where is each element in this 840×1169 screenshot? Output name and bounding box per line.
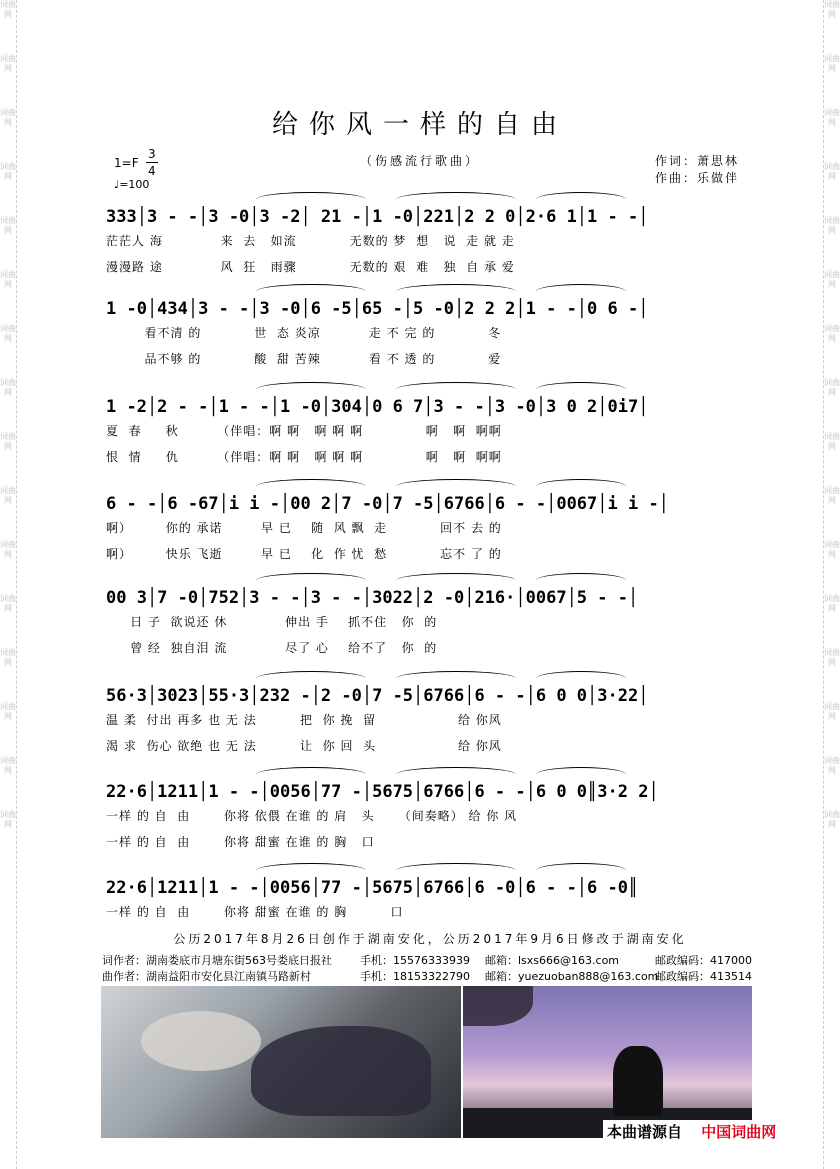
slur-arc [256,382,366,397]
photo-clothing-shape [251,1026,431,1116]
watermark-text: 词曲网 [0,648,16,667]
lyricist-email: 邮箱：lsxs666@163.com [485,954,620,967]
slur-arc [396,767,516,782]
source-banner[interactable] [603,1120,808,1144]
watermark-text: 词曲网 [824,432,840,451]
watermark-text: 词曲网 [0,432,16,451]
watermark-text: 词曲网 [0,54,16,73]
watermark-text: 词曲网 [824,648,840,667]
slur-arc [536,671,626,686]
lyric-line-verse1: 温 柔 付出 再多 也 无 法 把 你 挽 留 给 你风 [106,713,502,727]
slur-arc [396,863,516,878]
meter-bottom: 4 [148,164,156,178]
left-watermark-strip [0,0,17,1169]
watermark-text: 词曲网 [824,810,840,829]
watermark-text: 词曲网 [824,324,840,343]
slur-arc [536,192,626,207]
slur-arc [256,284,366,299]
lyric-line-verse2: 啊） 快乐 飞逝 早 已 化 作 忧 愁 忘不 了 的 [106,547,502,561]
lyric-line-verse2: 一样 的 自 由 你将 甜蜜 在谁 的 胸 口 [106,835,375,849]
slur-arc [396,382,516,397]
watermark-text: 词曲网 [824,0,840,19]
slur-arc [396,573,516,588]
lyricist-address: 词作者：湖南娄底市月塘东街563号娄底日报社 [102,954,332,967]
slur-arc [396,192,516,207]
watermark-text: 词曲网 [824,540,840,559]
slur-arc [536,382,626,397]
slur-arc [256,671,366,686]
watermark-text: 词曲网 [0,486,16,505]
watermark-text: 词曲网 [824,54,840,73]
lyric-line-verse2: 品不够 的 酸 甜 苦辣 看 不 透 的 爱 [106,352,502,366]
slur-arc [396,284,516,299]
photo-reclining-person [101,986,461,1138]
composer-email: 邮箱：yuezuoban888@163.com [485,970,659,983]
lyric-line-verse1: 一样 的 自 由 你将 依偎 在谁 的 肩 头 （间奏略） 给 你 风 [106,809,518,823]
slur-arc [256,767,366,782]
lyric-line-verse2: 曾 经 独自泪 流 尽了 心 给不了 你 的 [106,641,438,655]
watermark-text: 词曲网 [824,486,840,505]
slur-arc [396,671,516,686]
slur-arc [536,863,626,878]
watermark-text: 词曲网 [824,108,840,127]
slur-arc [256,863,366,878]
source-label: 本曲谱源自 [607,1123,683,1141]
slur-arc [256,573,366,588]
lyric-line-verse1: 日 子 欲说还 休 伸出 手 抓不住 你 的 [106,615,438,629]
watermark-text: 词曲网 [824,756,840,775]
watermark-text: 词曲网 [824,702,840,721]
tempo-marking: ♩=100 [114,178,150,191]
photo-silhouette-shape [613,1046,663,1116]
watermark-text: 词曲网 [0,270,16,289]
lyric-line-verse1: 茫茫人 海 来 去 如流 无数的 梦 想 说 走 就 走 [106,234,515,248]
notation-line: 6 - -│6 -67│i i -│00 2│7 -0│7 -5│6766│6 - -│0067│i i -│ [106,494,669,514]
date-line: 公历2017年8月26日创作于湖南安化，公历2017年9月6日修改于湖南安化 [173,932,687,946]
lyric-line-verse1: 夏 春 秋 （伴唱：啊 啊 啊 啊 啊 啊 啊 啊啊 [106,424,502,438]
slur-arc [256,479,366,494]
lyric-line-verse1: 看不清 的 世 态 炎凉 走 不 完 的 冬 [106,326,502,340]
song-title: 给你风一样的自由 [271,110,568,140]
notation-line: 1 -2│2 - -│1 - -│1 -0│304│0 6 7│3 - -│3 -0│3 0 2│0i7│ [106,397,649,417]
watermark-text: 词曲网 [824,216,840,235]
composer-address: 曲作者：湖南益阳市安化县江南镇马路新村 [102,970,311,983]
song-subtitle: （伤感流行歌曲） [359,154,480,168]
watermark-text: 词曲网 [824,594,840,613]
slur-arc [256,192,366,207]
lyricist-postcode: 邮政编码：417000 [655,954,752,967]
lyric-line-verse2: 恨 情 仇 （伴唱：啊 啊 啊 啊 啊 啊 啊 啊啊 [106,450,502,464]
notation-line: 22·6│1211│1 - -│0056│77 -│5675│6766│6 - -│6 0 0║3·2 2│ [106,782,659,802]
composer-phone: 手机：18153322790 [360,970,470,983]
watermark-text: 词曲网 [0,162,16,181]
watermark-text: 词曲网 [824,270,840,289]
composer-credit: 作曲：乐做伴 [655,171,740,185]
watermark-text: 词曲网 [0,756,16,775]
slur-arc [536,284,626,299]
slur-arc [536,767,626,782]
lyric-line-verse2: 漫漫路 途 风 狂 雨骤 无数的 艰 难 独 自 承 爱 [106,260,515,274]
composer-postcode: 邮政编码：413514 [655,970,752,983]
slur-arc [536,573,626,588]
lyric-line-verse2: 渴 求 伤心 欲绝 也 无 法 让 你 回 头 给 你风 [106,739,502,753]
notation-line: 1 -0│434│3 - -│3 -0│6 -5│65 -│5 -0│2 2 2│1 - -│0 6 -│ [106,299,649,319]
photo-sunset-silhouette [463,986,752,1138]
lyricist-credit: 作词：萧思林 [655,154,740,168]
lyricist-phone: 手机：15576333939 [360,954,470,967]
watermark-text: 词曲网 [824,378,840,397]
watermark-text: 词曲网 [824,162,840,181]
notation-line: 00 3│7 -0│752│3 - -│3 - -│3022│2 -0│216·│0067│5 - -│ [106,588,639,608]
right-watermark-strip [823,0,840,1169]
watermark-text: 词曲网 [0,810,16,829]
time-signature [146,146,158,179]
watermark-text: 词曲网 [0,216,16,235]
watermark-text: 词曲网 [0,540,16,559]
watermark-text: 词曲网 [0,108,16,127]
lyric-line-verse1: 啊） 你的 承诺 早 已 随 风 飘 走 回不 去 的 [106,521,502,535]
key-signature: 1=F [114,156,139,170]
watermark-text: 词曲网 [0,594,16,613]
photo-tree-shape [463,986,533,1026]
watermark-text: 词曲网 [0,378,16,397]
watermark-text: 词曲网 [0,702,16,721]
meter-top: 3 [148,147,156,161]
slur-arc [536,479,626,494]
lyric-line-verse1: 一样 的 自 由 你将 甜蜜 在谁 的 胸 口 [106,905,404,919]
notation-line: 22·6│1211│1 - -│0056│77 -│5675│6766│6 -0│6 - -│6 -0║ [106,878,639,898]
photo-face-shape [141,1011,261,1071]
notation-line: 56·3│3023│55·3│232 -│2 -0│7 -5│6766│6 - -│6 0 0│3·22│ [106,686,649,706]
watermark-text: 词曲网 [0,324,16,343]
slur-arc [396,479,516,494]
notation-line: 333│3 - -│3 -0│3 -2│ 21 -│1 -0│221│2 2 0│2·6 1│1 - -│ [106,207,649,227]
source-site-link[interactable]: 中国词曲网 [701,1123,777,1141]
watermark-text: 词曲网 [0,0,16,19]
